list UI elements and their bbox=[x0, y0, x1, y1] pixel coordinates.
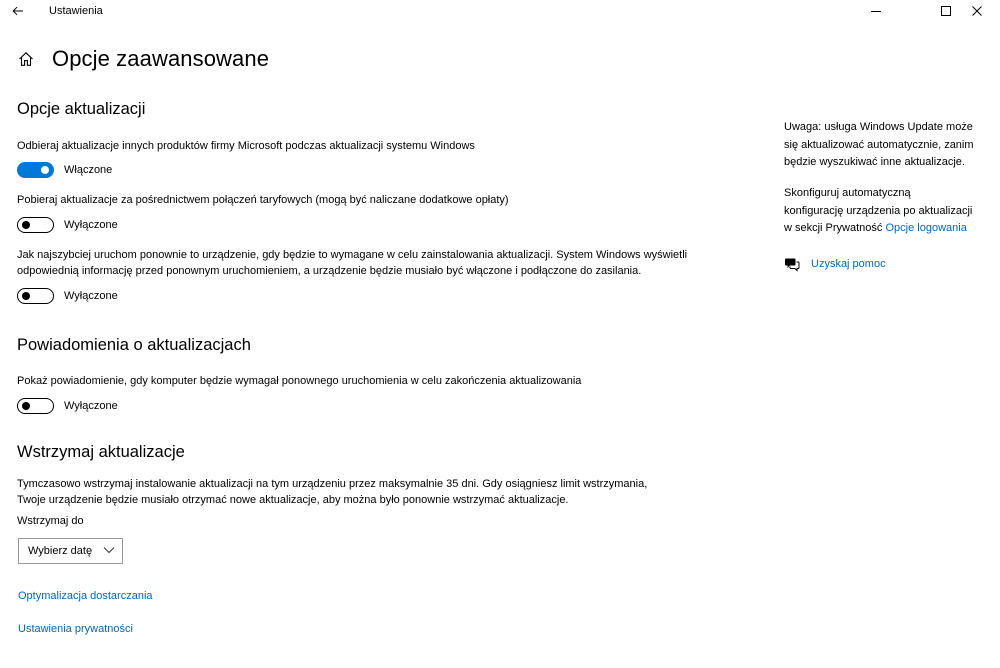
help-icon-wrapper bbox=[784, 256, 800, 272]
section-heading-update-options: Opcje aktualizacji bbox=[17, 100, 146, 118]
toggle-state-label: Wyłączone bbox=[64, 219, 118, 231]
select-value: Wybierz datę bbox=[28, 545, 93, 557]
pause-date-select[interactable] bbox=[18, 538, 123, 564]
pause-description bbox=[17, 476, 647, 508]
toggle-switch[interactable] bbox=[17, 288, 54, 304]
sidebar-config-info bbox=[784, 185, 994, 238]
toggle-restart-asap[interactable] bbox=[17, 288, 118, 304]
toggle-knob bbox=[22, 292, 30, 300]
setting-description-notification: Pokaż powiadomienie, gdy komputer będzie wymagał ponownego uruchomienia w celu zakończenia aktualizowania bbox=[17, 375, 582, 387]
section-heading-notifications: Powiadomienia o aktualizacjach bbox=[17, 336, 251, 354]
toggle-state-label: Wyłączone bbox=[64, 400, 118, 412]
minimize-button[interactable] bbox=[853, 0, 899, 22]
page-title: Opcje zaawansowane bbox=[52, 46, 270, 71]
toggle-state-label: Wyłączone bbox=[64, 290, 118, 302]
toggle-state-label: Włączone bbox=[64, 164, 113, 176]
get-help-label: Uzyskaj pomoc bbox=[811, 258, 886, 270]
maximize-icon bbox=[941, 6, 951, 16]
delivery-optimization-link[interactable]: Optymalizacja dostarczania bbox=[18, 590, 153, 602]
config-line-prefix: w sekcji Prywatność bbox=[784, 222, 886, 234]
page-header bbox=[17, 44, 269, 74]
description-line: Jak najszybciej uruchom ponownie to urządzenie, gdy będzie to wymagane w celu zainstalowania aktualizacji. System Windows wyświetli bbox=[17, 249, 688, 261]
get-help-link[interactable] bbox=[784, 256, 886, 272]
setting-description-restart bbox=[17, 247, 687, 279]
setting-description-metered: Pobieraj aktualizacje za pośrednictwem połączeń taryfowych (mogą być naliczane dodatkowe opłaty) bbox=[17, 194, 509, 206]
config-line bbox=[784, 220, 994, 238]
description-line: odpowiednią informację przed ponownym uruchomieniem, a urządzenie będzie musiało być włączone i podłączone do zasilania. bbox=[17, 265, 642, 277]
note-line: Uwaga: usługa Windows Update może bbox=[784, 121, 973, 133]
toggle-metered-connections[interactable] bbox=[17, 217, 118, 233]
config-line: konfigurację urządzenia po aktualizacji bbox=[784, 204, 973, 217]
toggle-knob bbox=[22, 402, 30, 410]
minimize-icon bbox=[871, 6, 881, 16]
app-title: Ustawienia bbox=[49, 5, 103, 17]
toggle-switch[interactable] bbox=[17, 162, 54, 178]
toggle-knob bbox=[22, 221, 30, 229]
sign-in-options-link[interactable]: Opcje logowania bbox=[885, 222, 967, 234]
pause-until-label: Wstrzymaj do bbox=[17, 515, 84, 527]
toggle-knob bbox=[41, 166, 49, 174]
privacy-settings-link[interactable]: Ustawienia prywatności bbox=[18, 623, 133, 635]
close-button[interactable] bbox=[954, 0, 1000, 22]
toggle-restart-notification[interactable] bbox=[17, 398, 118, 414]
close-icon bbox=[972, 6, 982, 16]
toggle-switch[interactable] bbox=[17, 217, 54, 233]
toggle-switch[interactable] bbox=[17, 398, 54, 414]
sidebar-note bbox=[784, 119, 994, 172]
note-line: się aktualizować automatycznie, zanim bbox=[784, 138, 974, 151]
description-line: Twoje urządzenie będzie musiało otrzymać nowe aktualizacje, aby można było ponownie wstrzymać aktualizacje. bbox=[17, 494, 569, 506]
home-button[interactable] bbox=[17, 50, 35, 68]
chat-help-icon bbox=[784, 257, 800, 272]
section-heading-pause: Wstrzymaj aktualizacje bbox=[17, 443, 185, 461]
title-bar bbox=[0, 0, 1000, 22]
config-line: Skonfiguruj automatyczną bbox=[784, 187, 911, 199]
back-button[interactable] bbox=[4, 0, 32, 22]
home-icon bbox=[18, 51, 34, 67]
setting-description-other-products: Odbieraj aktualizacje innych produktów firmy Microsoft podczas aktualizacji systemu Windows bbox=[17, 140, 475, 152]
toggle-other-products[interactable] bbox=[17, 162, 112, 178]
back-arrow-icon bbox=[12, 6, 24, 16]
note-line: będzie wyszukiwać inne aktualizacje. bbox=[784, 156, 965, 168]
description-line: Tymczasowo wstrzymaj instalowanie aktualizacji na tym urządzeniu przez maksymalnie 35 dni. Gdy osiągniesz limit wstrzymania, bbox=[17, 478, 648, 490]
chevron-down-icon bbox=[103, 546, 115, 554]
